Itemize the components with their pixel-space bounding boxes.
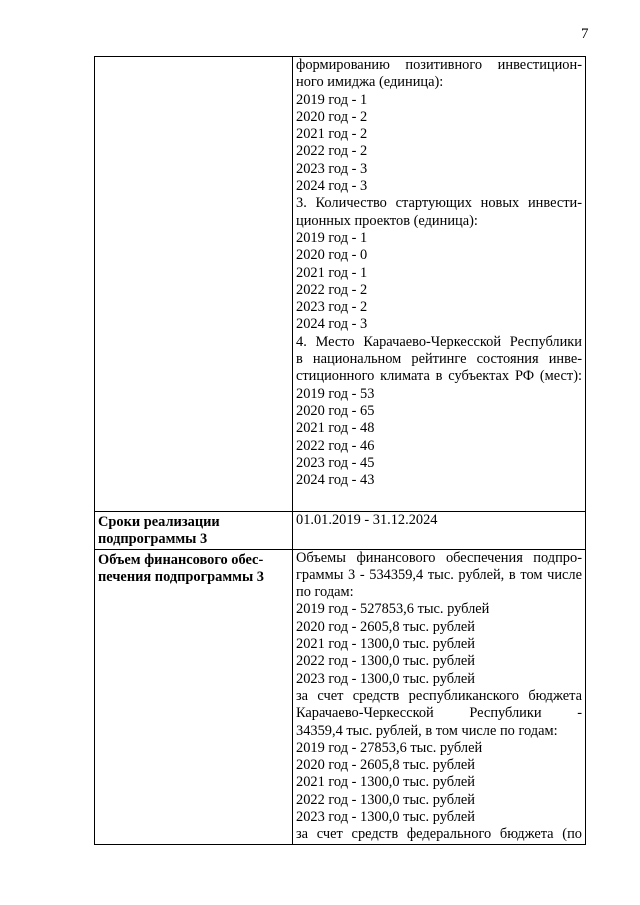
row-label-cell bbox=[95, 549, 293, 844]
text-line: 2019 год - 1 bbox=[296, 229, 368, 246]
row-label bbox=[98, 512, 289, 549]
text-line: по годам: bbox=[296, 584, 354, 601]
row-label-line: Сроки реализации bbox=[98, 514, 220, 530]
text-line: 2019 год - 527853,6 тыс. рублей bbox=[296, 601, 490, 618]
text-line: 2023 год - 1300,0 тыс. рублей bbox=[296, 809, 475, 826]
text-line: 34359,4 тыс. рублей, в том числе по годам: bbox=[296, 722, 558, 739]
text-line: 2022 год - 46 bbox=[296, 437, 375, 454]
text-line: в национальном рейтинге состояния инве- bbox=[296, 351, 582, 368]
text-line: 2021 год - 48 bbox=[296, 420, 375, 437]
text-line: 2021 год - 1300,0 тыс. рублей bbox=[296, 774, 475, 791]
text-line: 2024 год - 43 bbox=[296, 472, 375, 489]
text-line: 2020 год - 2 bbox=[296, 108, 368, 125]
text-line: 01.01.2019 - 31.12.2024 bbox=[296, 512, 438, 528]
text-line: 2021 год - 1 bbox=[296, 264, 368, 281]
row-value-cell bbox=[293, 512, 586, 550]
text-line: 4. Место Карачаево-Черкесской Республики bbox=[296, 333, 582, 350]
text-line: 2022 год - 1300,0 тыс. рублей bbox=[296, 653, 475, 670]
row-label bbox=[98, 57, 289, 59]
row-label bbox=[98, 550, 289, 587]
text-line: 2023 год - 1300,0 тыс. рублей bbox=[296, 670, 475, 687]
table-row bbox=[95, 512, 586, 550]
text-line: 2019 год - 27853,6 тыс. рублей bbox=[296, 739, 483, 756]
text-line: 2022 год - 2 bbox=[296, 281, 368, 298]
text-line: 3. Количество стартующих новых инвести- bbox=[296, 195, 582, 212]
text-line: 2020 год - 65 bbox=[296, 402, 375, 419]
row-label-line: подпрограммы 3 bbox=[98, 531, 208, 548]
text-line: 2020 год - 0 bbox=[296, 247, 368, 264]
table-body bbox=[95, 57, 586, 845]
text-line: 2019 год - 53 bbox=[296, 385, 375, 402]
row-label-line: Объем финансового обес- bbox=[98, 551, 264, 568]
row-value-cell bbox=[293, 57, 586, 512]
row-value-cell bbox=[293, 549, 586, 844]
text-line: ного имиджа (единица): bbox=[296, 74, 444, 91]
text-line: формированию позитивного инвестицион- bbox=[296, 57, 582, 73]
text-line: 2023 год - 3 bbox=[296, 160, 368, 177]
text-line: граммы 3 - 534359,4 тыс. рублей, в том числе bbox=[296, 566, 582, 583]
text-line: Карачаево-Черкесской Республики - bbox=[296, 705, 582, 722]
text-line: 2019 год - 1 bbox=[296, 91, 368, 108]
text-line: Объемы финансового обеспечения подпро- bbox=[296, 549, 582, 566]
passport-table bbox=[94, 56, 586, 845]
text-line: 2023 год - 45 bbox=[296, 454, 375, 471]
table-row bbox=[95, 57, 586, 512]
text-line: за счет средств республиканского бюджета bbox=[296, 687, 582, 704]
text-line: за счет средств федерального бюджета (по bbox=[296, 826, 582, 843]
text-line: 2021 год - 2 bbox=[296, 126, 368, 143]
text-line: 2023 год - 2 bbox=[296, 299, 368, 316]
row-label-cell bbox=[95, 57, 293, 512]
page-number: 7 bbox=[581, 26, 589, 42]
text-line: 2024 год - 3 bbox=[296, 178, 368, 195]
row-label-cell bbox=[95, 512, 293, 550]
text-line: 2020 год - 2605,8 тыс. рублей bbox=[296, 757, 475, 774]
row-label-line: печения подпрограммы 3 bbox=[98, 568, 264, 585]
text-line: 2022 год - 1300,0 тыс. рублей bbox=[296, 791, 475, 808]
text-line: 2022 год - 2 bbox=[296, 143, 368, 160]
table-row bbox=[95, 549, 586, 844]
text-line: 2024 год - 3 bbox=[296, 316, 368, 333]
text-line: стиционного климата в субъектах РФ (мест): bbox=[296, 368, 582, 385]
text-line: ционных проектов (единица): bbox=[296, 212, 478, 229]
text-line: 2020 год - 2605,8 тыс. рублей bbox=[296, 618, 475, 635]
text-line: 2021 год - 1300,0 тыс. рублей bbox=[296, 636, 475, 653]
